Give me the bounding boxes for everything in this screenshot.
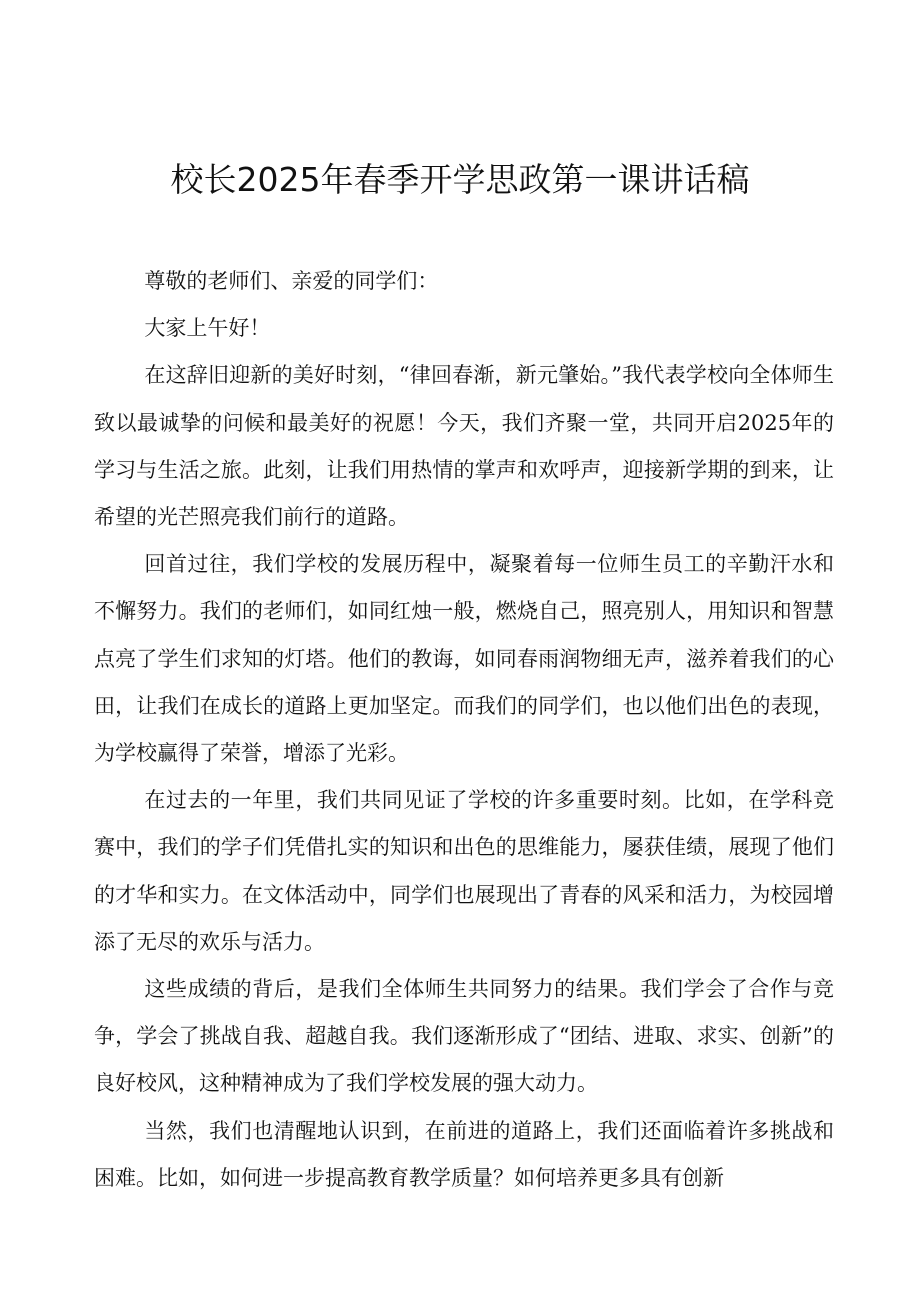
greeting: 大家上午好！ xyxy=(144,316,271,341)
document-title: 校长2025年春季开学思政第一课讲话稿 xyxy=(170,160,750,199)
paragraph: 当然，我们也清醒地认识到，在前进的道路上，我们还面临着许多挑战和困难。比如，如何进一步提高教育教学质量？如何培养更多具有创新 xyxy=(94,1118,834,1190)
paragraph: 这些成绩的背后，是我们全体师生共同努力的结果。我们学会了合作与竞争，学会了挑战自我、超越自我。我们逐渐形成了“团结、进取、求实、创新”的良好校风，这种精神成为了我们学校发展的强大动力。 xyxy=(94,977,834,1096)
paragraph: 在过去的一年里，我们共同见证了学校的许多重要时刻。比如，在学科竞赛中，我们的学子们凭借扎实的知识和出色的思维能力，屡获佳绩，展现了他们的才华和实力。在文体活动中，同学们也展现出了青春的风采和活力，为校园增添了无尽的欢乐与活力。 xyxy=(94,788,834,954)
document-body xyxy=(94,258,834,1202)
salutation: 尊敬的老师们、亲爱的同学们： xyxy=(144,269,439,293)
paragraph: 在这辞旧迎新的美好时刻，“律回春渐，新元肇始。”我代表学校向全体师生致以最诚挚的问候和最美好的祝愿！今天，我们齐聚一堂，共同开启2025年的学习与生活之旅。此刻，让我们用热情的掌声和欢呼声，迎接新学期的到来，让希望的光芒照亮我们前行的道路。 xyxy=(94,363,834,530)
paragraph: 回首过往，我们学校的发展历程中，凝聚着每一位师生员工的辛勤汗水和不懈努力。我们的老师们，如同红烛一般，燃烧自己，照亮别人，用知识和智慧点亮了学生们求知的灯塔。他们的教诲，如同春雨润物细无声，滋养着我们的心田，让我们在成长的道路上更加坚定。而我们的同学们，也以他们出色的表现，为学校赢得了荣誉，增添了光彩。 xyxy=(94,552,834,766)
